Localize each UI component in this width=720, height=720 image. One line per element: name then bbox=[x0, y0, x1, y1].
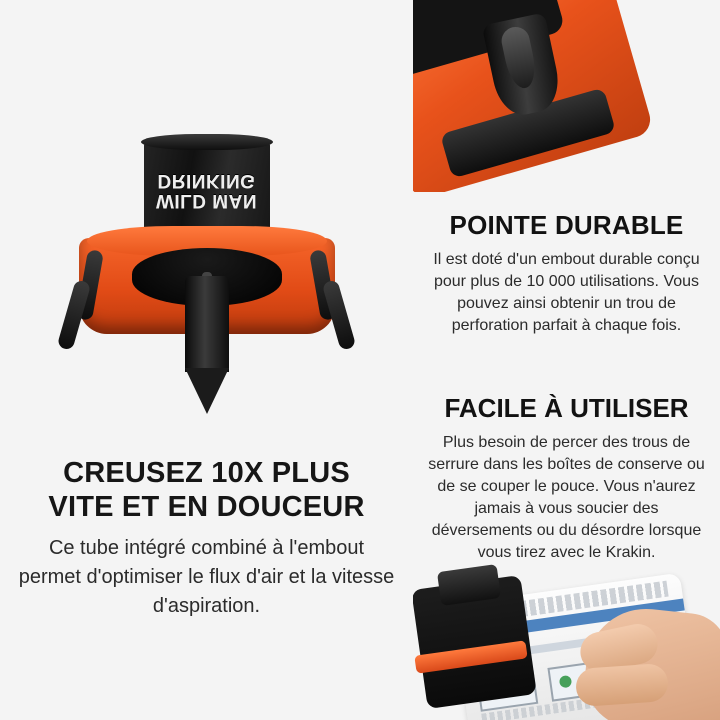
brand-label-line2: DRINKING bbox=[157, 170, 256, 191]
left-body-text: Ce tube intégré combiné à l'embout permet d'optimiser le flux d'air et la vitesse d'aspiration. bbox=[18, 537, 395, 617]
bottle-rim bbox=[141, 134, 273, 150]
durable-tip-image bbox=[413, 0, 720, 192]
easy-to-use-panel bbox=[413, 377, 720, 720]
right-bottom-title: FACILE À UTILISER bbox=[444, 393, 689, 423]
piercing-spike bbox=[185, 276, 229, 372]
finger-lower bbox=[575, 663, 669, 707]
left-title-line2: VITE ET EN DOUCEUR bbox=[48, 491, 365, 523]
can-usage-image bbox=[413, 560, 720, 720]
left-caption bbox=[17, 456, 397, 621]
brand-label-line1: WILD MAN bbox=[155, 190, 258, 211]
product-hero-image bbox=[0, 0, 413, 450]
left-title bbox=[17, 456, 397, 524]
right-top-body: Il est doté d'un embout durable conçu pour plus de 10 000 utilisations. Vous pouvez ainsi obtenir un trou de perforation parfait à chaque fois. bbox=[433, 251, 700, 334]
right-top-title: POINTE DURABLE bbox=[449, 210, 684, 240]
brand-label bbox=[137, 170, 277, 210]
right-bottom-body: Plus besoin de percer des trous de serrure dans les boîtes de conserve ou de se couper le pouce. Vous n'aurez jamais à vous soucier des déversements ou du désordre lorsque vous tirez avec le Krakin. bbox=[428, 434, 705, 561]
left-title-line1: CREUSEZ 10X PLUS bbox=[63, 457, 350, 489]
durable-tip-text-panel bbox=[413, 192, 720, 377]
